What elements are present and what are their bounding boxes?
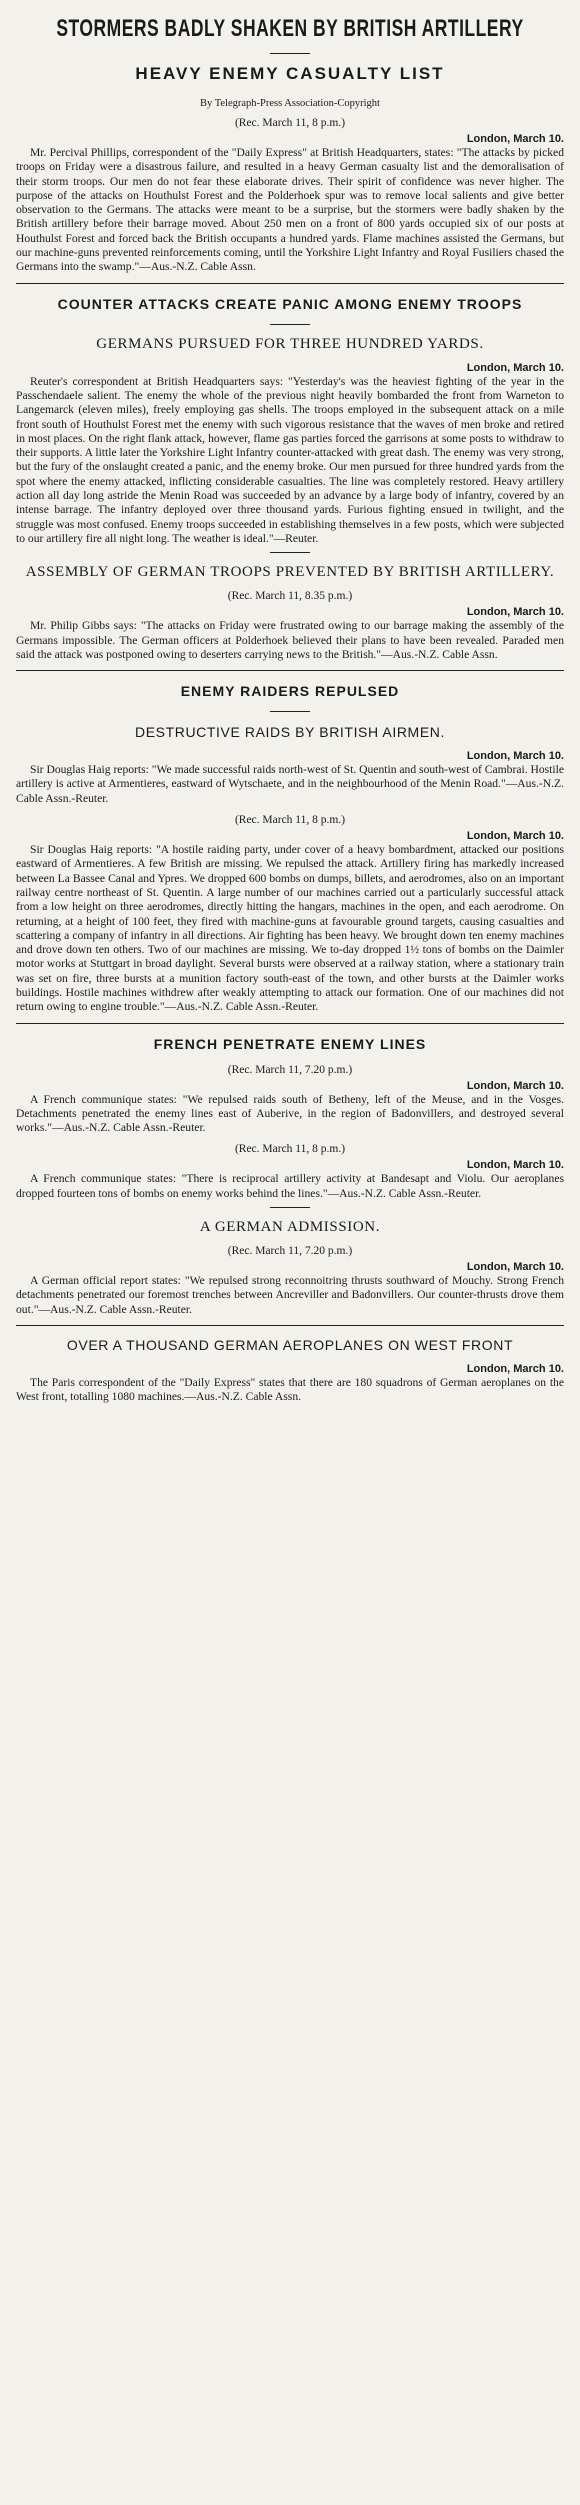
article-paragraph: Reuter's correspondent at British Headquarters says: "Yesterday's was the heaviest fighting of the year in the Passchendaele salient. The enemy the whole of the previous night heavily bombarded the front from Warneton to Langemarck (eleven miles), freely employing gas shells. The troops employed in the subsequent attack on a mile front south of Houthulst Forest met the enemy with such vigorous resistance that the waves of men broke and retired in most places. On the right flank attack, however, flame gas parties forced the garrisons at some posts to withdraw to their supports. A little later the Yorkshire Light Infantry counter-attacked with great dash. The enemy was very strong, but the fury of the onslaught created a panic, and the enemy broke. Our men pursued for three hundred yards from the spot where the enemy attacked, inflicting considerable casualties. The line was completely restored. Heavy artillery action all day long astride the Menin Road was succeeded by an advance by a large body of infantry, covered by an intense barrage. The infantry deployed over three thousand yards. Furious fighting ensued in twilight, and the struggle was most confused. Enemy troops succeeded in establishing themselves in a few posts, which were subjected to our artillery fire all night long. The weather is ideal."—Reuter. bbox=[16, 374, 564, 545]
section-headline: COUNTER ATTACKS CREATE PANIC AMONG ENEMY TROOPS bbox=[57, 295, 523, 312]
dateline: London, March 10. bbox=[466, 1079, 564, 1092]
divider bbox=[270, 552, 310, 553]
received-line: (Rec. March 11, 7.20 p.m.) bbox=[227, 1063, 353, 1076]
section-divider bbox=[16, 1023, 564, 1024]
section-subheadline: DESTRUCTIVE RAIDS BY BRITISH AIRMEN. bbox=[135, 724, 445, 741]
divider bbox=[270, 711, 310, 712]
divider bbox=[270, 53, 310, 54]
received-line: (Rec. March 11, 8 p.m.) bbox=[234, 814, 346, 827]
section-divider bbox=[16, 1325, 564, 1326]
received-line: (Rec. March 11, 7.20 p.m.) bbox=[227, 1245, 353, 1258]
section-headline: FRENCH PENETRATE ENEMY LINES bbox=[153, 1035, 427, 1052]
section-headline: OVER A THOUSAND GERMAN AEROPLANES ON WEST FRONT bbox=[66, 1336, 514, 1353]
byline: By Telegraph-Press Association-Copyright bbox=[200, 98, 380, 109]
article-paragraph: The Paris correspondent of the "Daily Express" states that there are 180 squadrons of German aeroplanes on the West front, totalling 1080 machines.—Aus.-N.Z. Cable Assn. bbox=[16, 1375, 564, 1404]
received-line: (Rec. March 11, 8.35 p.m.) bbox=[227, 590, 353, 603]
article-paragraph: A German official report states: "We repulsed strong reconnoitring thrusts southward of Mouchy. Strong French detachments penetrated our foremost trenches between Ancreviller and Badonvillers. Our counter-thrusts drove them out."—Aus.-N.Z. Cable Assn.-Reuter. bbox=[16, 1274, 564, 1316]
dateline: London, March 10. bbox=[466, 1362, 564, 1375]
article-paragraph: A French communique states: "We repulsed raids south of Betheny, left of the Meuse, and in the Vosges. Detachments penetrated the enemy lines east of Auberive, in the region of Badonvillers, and destroyed several works."—Aus.-N.Z. Cable Assn.-Reuter. bbox=[16, 1092, 564, 1135]
dateline: London, March 10. bbox=[466, 1261, 564, 1274]
article-paragraph: Sir Douglas Haig reports: "We made successful raids north-west of St. Quentin and south-west of Cambrai. Hostile artillery is active at Armentieres, eastward of Wytschaete, and in the neighbourhood of the Menin Road."—Aus.-N.Z. Cable Assn.-Reuter. bbox=[16, 763, 564, 805]
section-subheadline: GERMANS PURSUED FOR THREE HUNDRED YARDS. bbox=[96, 335, 484, 352]
section-divider bbox=[16, 283, 564, 284]
article-paragraph: Sir Douglas Haig reports: "A hostile raiding party, under cover of a heavy bombardment, attacked our positions eastward of Armentieres. A few British are missing. We repulsed the attack. Artillery firing has markedly increased between La Bassee Canal and Ypres. We dropped 600 bombs on dumps, billets, and aerodromes, also on an important railway centre northeast of St. Quentin. A large number of our machines carried out a particularly successful attack from a low height on three aerodromes, directly hitting the hangars, machines in the open, and each aerodrome. On returning, at a height of 100 feet, they fired with machine-guns at favourable ground targets, causing casualties and scattering a company of infantry in all directions. Air fighting has been heavy. We brought down ten enemy machines and drove down ten others. Two of our machines are missing. We to-day dropped 1½ tons of bombs on the Daimler motor works at Stuttgart in broad daylight. Several bursts were observed at a railway station, where a stationary train was set on fire, three bursts at a munition factory south-east of the town, and other bursts at the Daimler works buildings. Hostile machines withdrew after weakly attempting to attack our formation. One of our machines did not return owing to engine trouble."—Aus.-N.Z. Cable Assn.-Reuter. bbox=[16, 843, 564, 1014]
section-headline: A GERMAN ADMISSION. bbox=[199, 1219, 381, 1236]
main-headline: STORMERS BADLY SHAKEN BY BRITISH ARTILLERY bbox=[56, 14, 524, 42]
divider bbox=[270, 324, 310, 325]
section-divider bbox=[16, 670, 564, 671]
dateline: London, March 10. bbox=[466, 133, 564, 145]
article-paragraph: A French communique states: "There is reciprocal artillery activity at Bandesapt and Violu. Our aeroplanes dropped fourteen tons of bombs on enemy works behind the lines."—Aus.-N.Z. Cable Assn.-Reuter. bbox=[16, 1172, 564, 1200]
newspaper-column bbox=[16, 0, 564, 1405]
subheadline: HEAVY ENEMY CASUALTY LIST bbox=[135, 64, 445, 83]
received-line: (Rec. March 11, 8 p.m.) bbox=[234, 1143, 346, 1156]
dateline: London, March 10. bbox=[466, 361, 564, 374]
section-headline: ENEMY RAIDERS REPULSED bbox=[180, 683, 400, 700]
dateline: London, March 10. bbox=[466, 606, 564, 619]
article-paragraph: Mr. Philip Gibbs says: "The attacks on Friday were frustrated owing to our barrage making the assembly of the Germans impossible. The German officers at Polderhoek believed their plans to have been revealed. Paraded men said the attack was postponed owing to deserters carrying news to the British."—Aus.-N.Z. Cable Assn. bbox=[16, 619, 564, 661]
received-line: (Rec. March 11, 8 p.m.) bbox=[234, 117, 346, 129]
article-paragraph: Mr. Percival Phillips, correspondent of the "Daily Express" at British Headquarters, states: "The attacks by picked troops on Friday were a disastrous failure, and resulted in a heavy German casualty list and the demoralisation of their storm troops. Our men do not fear these elaborate drives. Their spirit of confidence was never higher. The purpose of the attacks on Houthulst Forest and the Polderhoek spur was to remove local salients and give better observation to the Germans. The attacks were meant to be a surprise, but the stormers were badly shaken by the British artillery before their barrage moved. About 250 men on a front of 800 yards occupied six of our posts at Houthulst Forest and forced back the British occupants a hundred yards. Flame machines assisted the Germans, but our machine-guns prevented reinforcements coming, until the Yorkshire Light Infantry and Royal Fusiliers chased the Germans into the swamp."—Aus.-N.Z. Cable Assn. bbox=[16, 146, 564, 274]
divider bbox=[270, 1207, 310, 1208]
dateline: London, March 10. bbox=[466, 1159, 564, 1172]
section-headline: ASSEMBLY OF GERMAN TROOPS PREVENTED BY BRITISH ARTILLERY. bbox=[25, 564, 555, 581]
dateline: London, March 10. bbox=[466, 750, 564, 763]
dateline: London, March 10. bbox=[466, 830, 564, 843]
